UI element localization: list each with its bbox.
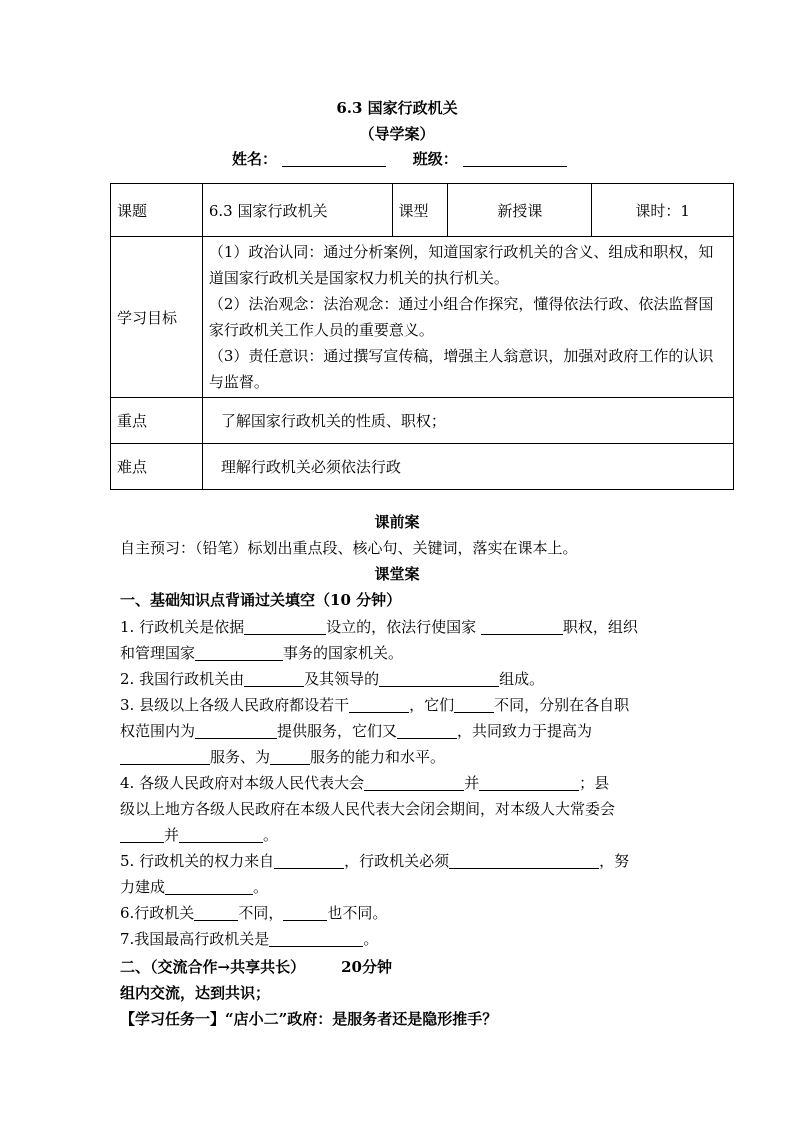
question-text: 5. 行政机关的权力来自 — [120, 852, 275, 870]
question-2 — [120, 668, 680, 689]
fill-blank[interactable] — [364, 774, 464, 791]
page-title: 6.3 国家行政机关 — [336, 99, 458, 117]
question-text: 事务的国家机关。 — [283, 644, 404, 662]
question-text: ，共同致力于提高为 — [457, 722, 593, 740]
difficulty-value: 理解行政机关必须依法行政 — [202, 444, 733, 490]
pre-class-text: 自主预习：（铅笔）标划出重点段、核心句、关键词，落实在课本上。 — [120, 539, 578, 557]
section-two-heading — [120, 956, 680, 977]
fill-blank[interactable] — [270, 748, 310, 765]
question-text: 。 — [253, 878, 269, 896]
question-7 — [120, 928, 680, 949]
fill-blank[interactable] — [165, 878, 253, 895]
fill-blank[interactable] — [274, 852, 344, 869]
question-5-cont — [120, 876, 680, 897]
fill-blank[interactable] — [194, 904, 238, 921]
question-text: 并 — [164, 826, 180, 844]
goal-item: （3）责任意识：通过撰写宣传稿，增强主人翁意识，加强对政府工作的认识与监督。 — [208, 347, 714, 391]
name-class-row — [232, 148, 567, 169]
goal-item: （1）政治认同：通过分析案例，知道国家行政机关的含义、组成和职权，知道国家行政机关是国家权力机关的执行机关。 — [208, 243, 714, 287]
question-text: 4. 各级人民政府对本级人民代表大会 — [120, 774, 365, 792]
pre-class-heading: 课前案 — [374, 513, 420, 531]
question-text: 提供服务，它们又 — [277, 722, 398, 740]
question-text: 服务的能力和水平。 — [310, 748, 446, 766]
question-text: ，它们 — [409, 696, 455, 714]
question-text: 3. 县级以上各级人民政府都设若干 — [120, 696, 350, 714]
question-text: 力建成 — [120, 878, 166, 896]
page-subtitle: （导学案） — [359, 125, 435, 143]
question-text: 1. 行政机关是依据 — [120, 618, 245, 636]
question-text: 组成。 — [499, 670, 545, 688]
section-two-title: 二、（交流合作→共享共长） — [120, 958, 306, 976]
fill-blank[interactable] — [120, 826, 164, 843]
question-1 — [120, 616, 680, 637]
question-text: 服务、为 — [210, 748, 271, 766]
question-text: 也不同。 — [327, 904, 388, 922]
fill-blank[interactable] — [244, 618, 326, 635]
question-4 — [120, 772, 680, 793]
fill-blank[interactable] — [195, 722, 277, 739]
question-text: 和管理国家 — [120, 644, 196, 662]
learning-task-1: 【学习任务一】“店小二”政府：是服务者还是隐形推手？ — [120, 1010, 498, 1028]
question-text: 权范围内为 — [120, 722, 196, 740]
key-label: 重点 — [111, 398, 203, 444]
table-row — [111, 444, 734, 490]
question-3-cont — [120, 746, 680, 767]
question-3 — [120, 694, 680, 715]
section-two-time: 20分钟 — [341, 958, 392, 976]
question-4-cont — [120, 824, 680, 845]
goals-label: 学习目标 — [111, 237, 203, 398]
question-3-cont — [120, 720, 680, 741]
fill-blank[interactable] — [120, 748, 210, 765]
fill-blank[interactable] — [379, 670, 499, 687]
question-text: 不同，分别在各自职 — [494, 696, 630, 714]
fill-blank[interactable] — [481, 618, 563, 635]
question-5 — [120, 850, 680, 871]
topic-value: 6.3 国家行政机关 — [202, 184, 392, 237]
fill-blank[interactable] — [244, 670, 304, 687]
lesson-info-table — [110, 183, 734, 490]
question-text: 不同， — [238, 904, 284, 922]
question-text: ，努 — [599, 852, 630, 870]
topic-label: 课题 — [111, 184, 203, 237]
fill-blank[interactable] — [397, 722, 457, 739]
question-text: 2. 我国行政机关由 — [120, 670, 245, 688]
question-text: 设立的，依法行使国家 — [326, 618, 481, 636]
question-text: 职权，组织 — [562, 618, 638, 636]
fill-blank[interactable] — [283, 904, 327, 921]
table-row — [111, 237, 734, 398]
question-text: 6.行政机关 — [120, 904, 195, 922]
in-class-heading: 课堂案 — [374, 565, 420, 583]
fill-blank[interactable] — [449, 852, 599, 869]
question-text: 级以上地方各级人民政府在本级人民代表大会闭会期间，对本级人大常委会 — [120, 800, 616, 818]
question-text: 。 — [263, 826, 279, 844]
fill-blank[interactable] — [269, 930, 363, 947]
question-text: 。 — [363, 930, 379, 948]
question-1-cont — [120, 642, 680, 663]
fill-blank[interactable] — [179, 826, 263, 843]
table-row — [111, 184, 734, 237]
question-text: ，行政机关必须 — [344, 852, 450, 870]
table-row — [111, 398, 734, 444]
fill-blank[interactable] — [349, 696, 409, 713]
name-label: 姓名： — [232, 150, 278, 168]
question-text: 及其领导的 — [304, 670, 380, 688]
key-value: 了解国家行政机关的性质、职权； — [202, 398, 733, 444]
question-4-cont — [120, 798, 680, 819]
hours-value: 课时：1 — [592, 184, 734, 237]
difficulty-label: 难点 — [111, 444, 203, 490]
class-blank[interactable] — [463, 150, 567, 167]
question-text: 并 — [464, 774, 480, 792]
goal-item: （2）法治观念：法治观念：通过小组合作探究，懂得依法行政、依法监督国家行政机关工作人员的重要意义。 — [208, 295, 714, 339]
class-label: 班级： — [412, 150, 458, 168]
group-discussion-text: 组内交流，达到共识； — [120, 984, 271, 1002]
fill-blank[interactable] — [479, 774, 579, 791]
type-value: 新授课 — [448, 184, 592, 237]
goals-cell — [202, 237, 733, 398]
type-label: 课型 — [392, 184, 448, 237]
question-text: ；县 — [579, 774, 610, 792]
fill-blank[interactable] — [195, 644, 283, 661]
fill-blank[interactable] — [454, 696, 494, 713]
section-one-heading: 一、基础知识点背诵过关填空（10 分钟） — [120, 591, 402, 609]
name-blank[interactable] — [282, 150, 386, 167]
question-text: 7.我国最高行政机关是 — [120, 930, 270, 948]
question-6 — [120, 902, 680, 923]
